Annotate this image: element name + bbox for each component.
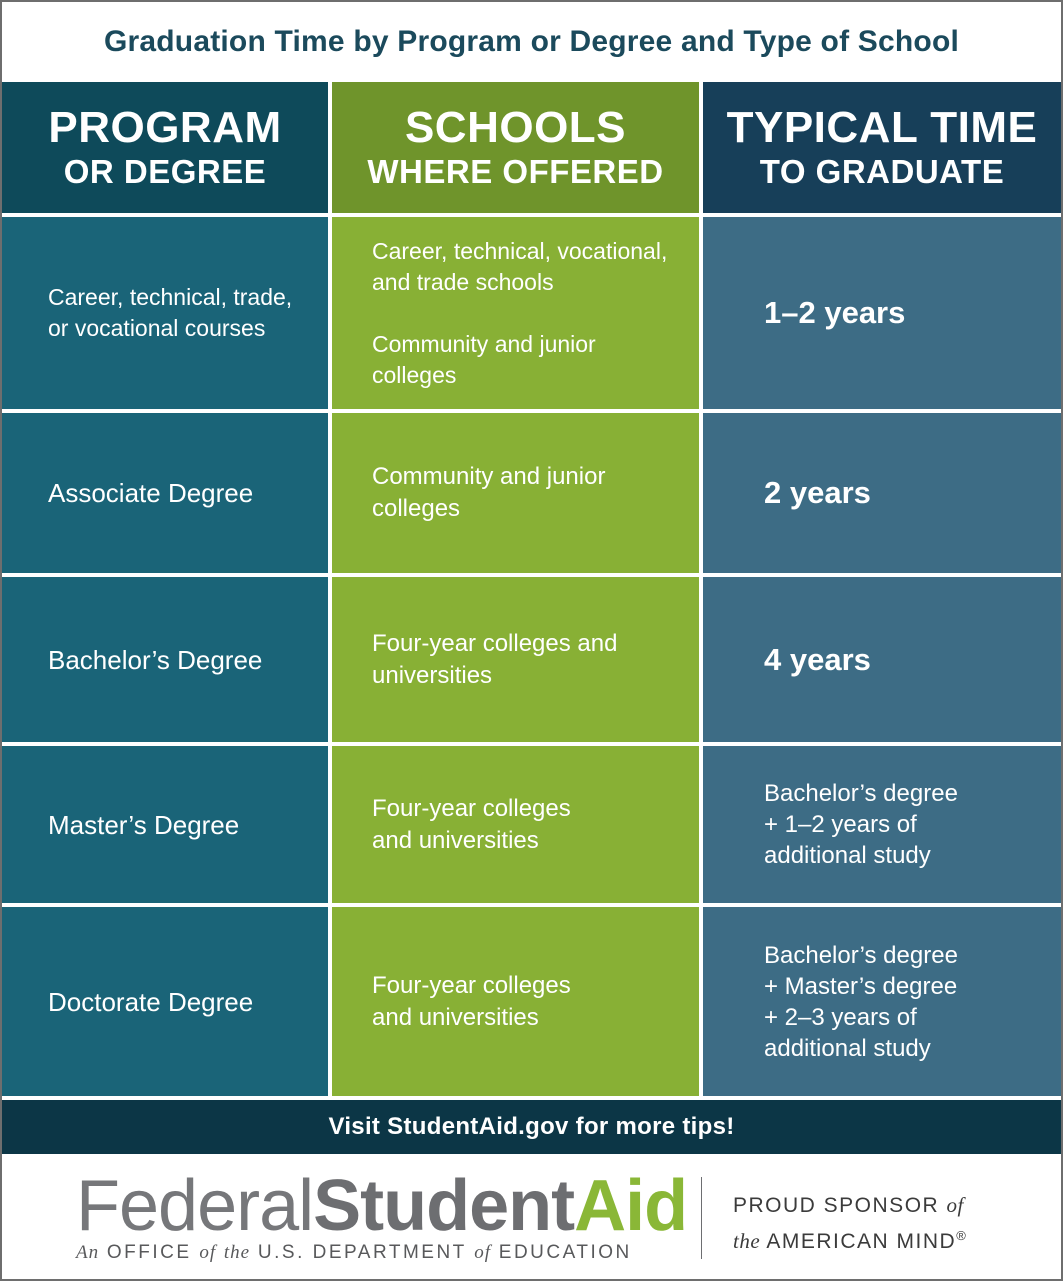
table-row-4-schools <box>332 746 699 903</box>
table-row-2-program <box>2 413 328 573</box>
program-text-line: Career, technical, trade, <box>48 284 293 310</box>
time-text-line: Bachelor’s degree <box>764 941 958 969</box>
logo-tagline-part: the <box>223 1242 251 1263</box>
table-row-3-schools <box>332 577 699 742</box>
time-text-line: additional study <box>764 1034 931 1062</box>
schools-text-line: Four-year colleges <box>372 971 571 999</box>
logo-tagline-part: of <box>199 1242 217 1263</box>
registered-mark: ® <box>956 1228 968 1243</box>
logo-tagline-part: of <box>474 1242 491 1263</box>
logo-tagline <box>76 1242 687 1264</box>
logo-tagline-part: U.S. DEPARTMENT <box>257 1242 467 1263</box>
logo-word-aid: Aid <box>574 1166 688 1246</box>
header-program-line1: PROGRAM <box>48 102 282 152</box>
time-text-line: additional study <box>764 842 931 869</box>
footer-divider <box>701 1177 702 1259</box>
logo-tagline-part: EDUCATION <box>498 1242 632 1263</box>
table-row-2-schools <box>332 413 699 573</box>
program-text-line: or vocational courses <box>48 315 266 341</box>
time-text-line: + Master’s degree <box>764 972 958 1000</box>
program-text-line: Doctorate Degree <box>48 986 254 1017</box>
schools-text-line: universities <box>372 661 493 689</box>
sponsor-part: of <box>946 1193 964 1217</box>
schools-text-line: Career, technical, vocational, <box>372 237 668 264</box>
header-schools <box>332 82 699 213</box>
table-row-1-time <box>703 217 1061 409</box>
table-row-5-program <box>2 907 328 1096</box>
sponsor-part: the <box>733 1229 761 1253</box>
schools-text-line: and universities <box>372 1003 539 1031</box>
table-row-1-schools <box>332 217 699 409</box>
header-program <box>2 82 328 213</box>
logo-word-federal: Federal <box>76 1166 314 1246</box>
schools-text-line: colleges <box>372 495 461 522</box>
schools-text-line: Four-year colleges and <box>372 629 618 657</box>
program-text-line: Associate Degree <box>48 478 254 508</box>
header-schools-line1: SCHOOLS <box>404 102 627 152</box>
sponsor-text <box>733 1190 967 1257</box>
schools-text-line: and universities <box>372 826 539 854</box>
program-text-line: Master’s Degree <box>48 809 240 840</box>
table-row-3-program <box>2 577 328 742</box>
time-text-line: 2 years <box>764 475 871 510</box>
header-schools-line2: WHERE OFFERED <box>367 152 664 190</box>
logo-word-student: Student <box>313 1166 575 1246</box>
table-row-4-time <box>703 746 1061 903</box>
time-text-line: 1–2 years <box>764 295 906 330</box>
table-row-2-time <box>703 413 1061 573</box>
program-text-line: Bachelor’s Degree <box>48 644 263 675</box>
table-row-1-program <box>2 217 328 409</box>
page-title: Graduation Time by Program or Degree and Type of School <box>103 25 960 58</box>
schools-text-line: Community and junior <box>372 330 596 357</box>
time-text-line: Bachelor’s degree <box>764 780 958 807</box>
table-row-3-time <box>703 577 1061 742</box>
header-time-line1: TYPICAL TIME <box>726 102 1038 152</box>
sponsor-part: PROUD SPONSOR <box>733 1194 940 1217</box>
logo-tagline-part: OFFICE <box>106 1242 192 1263</box>
federal-student-aid-logo <box>76 1168 687 1264</box>
schools-text-line: Four-year colleges <box>372 794 571 822</box>
logo-tagline-part: An <box>76 1242 100 1263</box>
header-time <box>703 82 1061 213</box>
schools-text-line: colleges <box>372 361 457 388</box>
time-text-line: + 2–3 years of <box>764 1003 917 1031</box>
footer-cta: Visit StudentAid.gov for more tips! <box>2 1100 1061 1154</box>
table-row-4-program <box>2 746 328 903</box>
time-text-line: + 1–2 years of <box>764 811 917 838</box>
schools-text-line: Community and junior <box>372 463 606 490</box>
table-row-5-time <box>703 907 1061 1096</box>
sponsor-part: AMERICAN MIND <box>766 1230 957 1253</box>
schools-text-line: and trade schools <box>372 268 554 295</box>
table-row-5-schools <box>332 907 699 1096</box>
header-time-line2: TO GRADUATE <box>759 152 1005 190</box>
time-text-line: 4 years <box>764 641 871 677</box>
header-program-line2: OR DEGREE <box>63 152 267 190</box>
logo-wordmark <box>76 1168 687 1244</box>
